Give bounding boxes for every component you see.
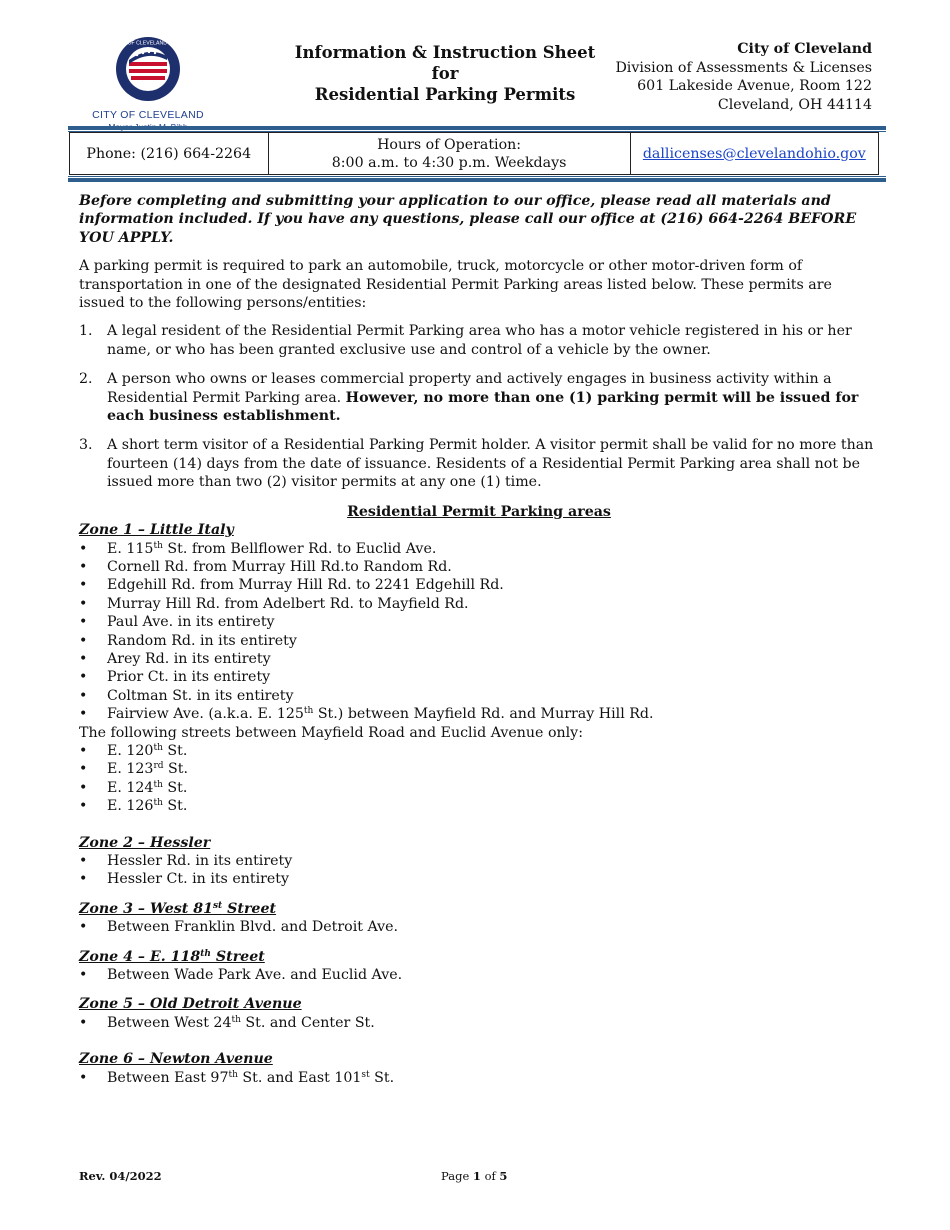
list-item: • Hessler Ct. in its entirety (79, 870, 879, 888)
office-address (615, 40, 872, 114)
hours-cell (269, 133, 631, 174)
address-division: Division of Assessments & Licenses (615, 59, 872, 76)
document-body (79, 192, 879, 1087)
table-rule-thin (68, 176, 886, 177)
zone-5-title: Zone 5 – Old Detroit Avenue (79, 996, 302, 1013)
eligibility-list (79, 322, 879, 491)
title-line-3: Residential Parking Permits (314, 85, 576, 104)
zone-5-streets (79, 1014, 879, 1032)
list-item: • Between Franklin Blvd. and Detroit Ave. (79, 918, 879, 936)
zone-1-extra-streets (79, 742, 879, 816)
zone-3-title: Zone 3 – West 81st Street (79, 900, 277, 917)
list-item: • Prior Ct. in its entirety (79, 668, 879, 686)
page-number: Page 1 of 5 (441, 1169, 508, 1183)
list-item: • Between Wade Park Ave. and Euclid Ave. (79, 966, 879, 984)
city-seal-icon (115, 36, 181, 102)
hours-value: 8:00 a.m. to 4:30 p.m. Weekdays (331, 154, 567, 171)
city-logo (88, 36, 208, 132)
zone-6-title: Zone 6 – Newton Avenue (79, 1051, 273, 1068)
list-item: • Edgehill Rd. from Murray Hill Rd. to 2241 Edgehill Rd. (79, 576, 879, 594)
seal-text: CITY OF CLEVELAND OHIO (115, 40, 181, 47)
zone-1-note: The following streets between Mayfield Road and Euclid Avenue only: (79, 724, 583, 741)
zone-4-streets (79, 966, 879, 984)
list-item: • E. 124th St. (79, 779, 879, 797)
list-item: • E. 126th St. (79, 797, 879, 815)
logo-city-name: CITY OF CLEVELAND (92, 109, 204, 121)
address-city: City of Cleveland (737, 41, 872, 57)
list-item: • Cornell Rd. from Murray Hill Rd.to Random Rd. (79, 558, 879, 576)
list-item: • Coltman St. in its entirety (79, 687, 879, 705)
document-title (270, 42, 620, 105)
areas-heading: Residential Permit Parking areas (347, 503, 611, 520)
address-street: 601 Lakeside Avenue, Room 122 (637, 78, 872, 94)
list-item: 1. A legal resident of the Residential Permit Parking area who has a motor vehicle registered in his or her name, or who has been granted exclusive use and control of a vehicle by the owner. (79, 323, 852, 358)
zone-1-streets (79, 540, 879, 724)
title-line-1: Information & Instruction Sheet (294, 43, 596, 62)
email-link[interactable]: dallicenses@clevelandohio.gov (642, 145, 866, 162)
hours-label: Hours of Operation: (377, 136, 522, 153)
zone-3-streets (79, 918, 879, 936)
contact-table (69, 132, 879, 175)
header-rule-thick (68, 126, 886, 130)
zone-2-streets (79, 852, 879, 889)
list-item: • E. 123rd St. (79, 760, 879, 778)
list-item: 3. A short term visitor of a Residential Parking Permit holder. A visitor permit shall be valid for no more than fourteen (14) days from the date of issuance. Residents of a Residential Permit Parking area shall not be issued more than two (2) visitor permits at any one (1) time. (79, 437, 874, 491)
list-item: • Between West 24th St. and Center St. (79, 1014, 879, 1032)
list-item: • E. 120th St. (79, 742, 879, 760)
list-item: • Paul Ave. in its entirety (79, 613, 879, 631)
zone-1-title: Zone 1 – Little Italy (79, 522, 234, 539)
zone-2-title: Zone 2 – Hessler (79, 834, 211, 851)
list-item: • Fairview Ave. (a.k.a. E. 125th St.) between Mayfield Rd. and Murray Hill Rd. (79, 705, 879, 723)
list-item: 2. A person who owns or leases commercial property and actively engages in business activity within a Residential Permit Parking area. However, no more than one (1) parking permit will be issued for each business establishment. (79, 371, 859, 425)
list-item: • Between East 97th St. and East 101st St. (79, 1069, 879, 1087)
zone-4-title: Zone 4 – E. 118th Street (79, 948, 265, 965)
list-item: • Random Rd. in its entirety (79, 632, 879, 650)
list-item: • Arey Rd. in its entirety (79, 650, 879, 668)
list-item: • Hessler Rd. in its entirety (79, 852, 879, 870)
list-item: • E. 115th St. from Bellflower Rd. to Euclid Ave. (79, 540, 879, 558)
intro-notice: Before completing and submitting your application to our office, please read all materials and information included. If you have any questions, please call our office at (216) 664-2264 BEFORE YOU APPLY. (79, 193, 857, 246)
table-rule-thick (68, 178, 886, 182)
phone-cell: Phone: (216) 664-2264 (70, 133, 269, 174)
revision-date: Rev. 04/2022 (79, 1169, 162, 1183)
address-citystate: Cleveland, OH 44114 (717, 96, 872, 113)
list-item: • Murray Hill Rd. from Adelbert Rd. to Mayfield Rd. (79, 595, 879, 613)
email-cell (631, 133, 878, 174)
permit-paragraph: A parking permit is required to park an automobile, truck, motorcycle or other motor-driven form of transportation in one of the designated Residential Permit Parking areas listed below. These permits are issued to the following persons/entities: (79, 258, 832, 312)
zone-6-streets (79, 1069, 879, 1087)
title-line-2: for (431, 64, 459, 83)
